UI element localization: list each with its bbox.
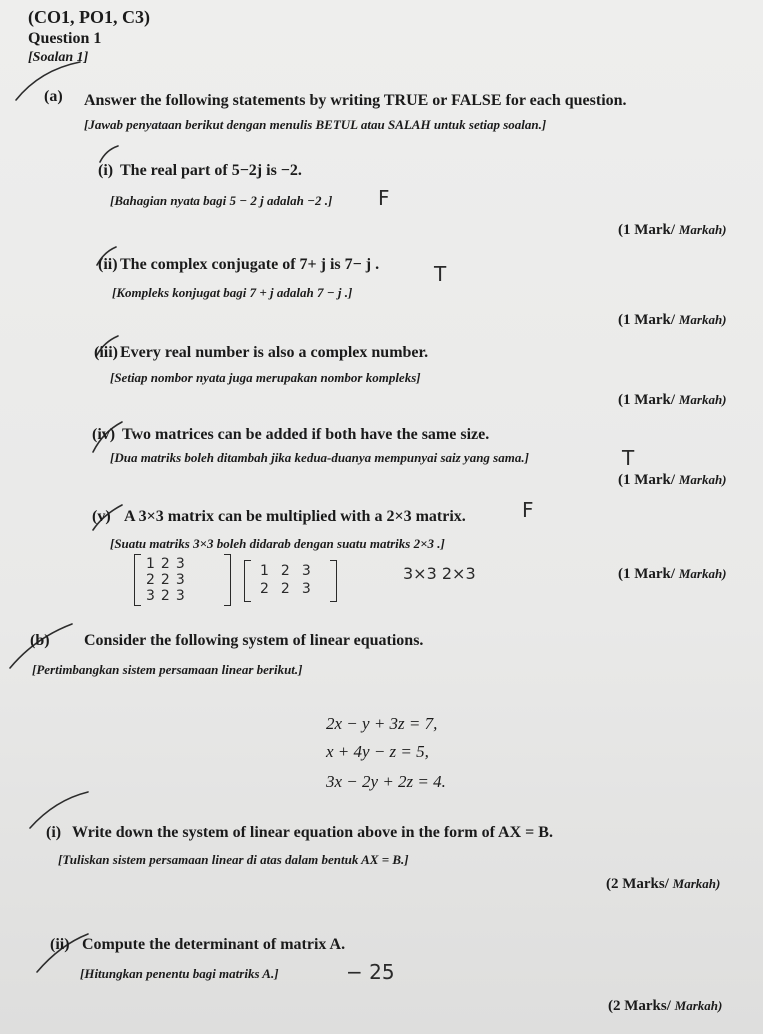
handwritten-answer: T (622, 446, 635, 470)
marks-label: (1 Mark/ Markah) (618, 222, 727, 238)
handwritten-answer: F (378, 186, 390, 210)
course-outcomes: (CO1, PO1, C3) (28, 7, 150, 27)
item-number: (i) (98, 162, 114, 179)
scratch-dimensions: 3×3 2×3 (403, 564, 476, 583)
question-title: Question 1 (28, 30, 102, 47)
part-a-instruction: Answer the following statements by writing TRUE or FALSE for each question. (84, 92, 627, 109)
handwritten-answer: T (434, 262, 447, 286)
question-text: A 3×3 matrix can be multiplied with a 2×3 matrix. (124, 508, 466, 525)
part-a-label: (a) (44, 88, 63, 105)
marks-label: (1 Mark/ Markah) (618, 566, 727, 582)
question-text-ms: [Tuliskan sistem persamaan linear di atas dalam bentuk AX = B.] (58, 852, 409, 867)
equation-3: 3x − 2y + 2z = 4. (326, 772, 446, 791)
item-number: (i) (46, 824, 62, 841)
equation-1: 2x − y + 3z = 7, (326, 714, 438, 733)
question-text: Write down the system of linear equation above in the form of AX = B. (72, 824, 553, 841)
question-text-ms: [Bahagian nyata bagi 5 − 2 j adalah −2 .] (110, 193, 333, 208)
item-number: (v) (92, 508, 111, 525)
handwritten-answer: F (522, 498, 534, 522)
question-text-ms: [Suatu matriks 3×3 boleh didarab dengan suatu matriks 2×3 .] (110, 536, 445, 551)
marks-label: (1 Mark/ Markah) (618, 392, 727, 408)
scratch-matrix-3x3: 123 223 323 (140, 556, 191, 604)
part-b-label: (b) (30, 632, 50, 649)
question-text: Every real number is also a complex number. (120, 344, 429, 361)
equation-2: x + 4y − z = 5, (326, 742, 429, 761)
question-text-ms: [Kompleks konjugat bagi 7 + j adalah 7 − j .] (112, 285, 353, 300)
item-number: (ii) (98, 256, 118, 273)
item-number: (ii) (50, 936, 70, 953)
handwritten-answer: − 25 (346, 960, 395, 984)
marks-label: (1 Mark/ Markah) (618, 312, 727, 328)
question-text-ms: [Hitungkan penentu bagi matriks A.] (80, 966, 279, 981)
item-number: (iii) (94, 344, 118, 361)
question-text-ms: [Dua matriks boleh ditambah jika kedua-duanya mempunyai saiz yang sama.] (110, 450, 529, 465)
part-b-intro: Consider the following system of linear equations. (84, 632, 424, 649)
question-title-ms: [Soalan 1] (28, 50, 89, 65)
part-b-intro-ms: [Pertimbangkan sistem persamaan linear berikut.] (32, 662, 303, 677)
marks-label: (2 Marks/ Markah) (608, 998, 723, 1014)
question-text: The complex conjugate of 7+ j is 7− j . (120, 256, 380, 273)
question-text: The real part of 5−2j is −2. (120, 162, 302, 179)
question-text-ms: [Setiap nombor nyata juga merupakan nombor kompleks] (110, 370, 421, 385)
item-number: (iv) (92, 426, 116, 443)
scratch-matrix-2x3: 123 223 (250, 562, 323, 598)
marks-label: (2 Marks/ Markah) (606, 876, 721, 892)
part-a-instruction-ms: [Jawab penyataan berikut dengan menulis BETUL atau SALAH untuk setiap soalan.] (84, 117, 547, 132)
question-text: Compute the determinant of matrix A. (82, 936, 346, 953)
marks-label: (1 Mark/ Markah) (618, 472, 727, 488)
question-text: Two matrices can be added if both have the same size. (122, 426, 490, 443)
